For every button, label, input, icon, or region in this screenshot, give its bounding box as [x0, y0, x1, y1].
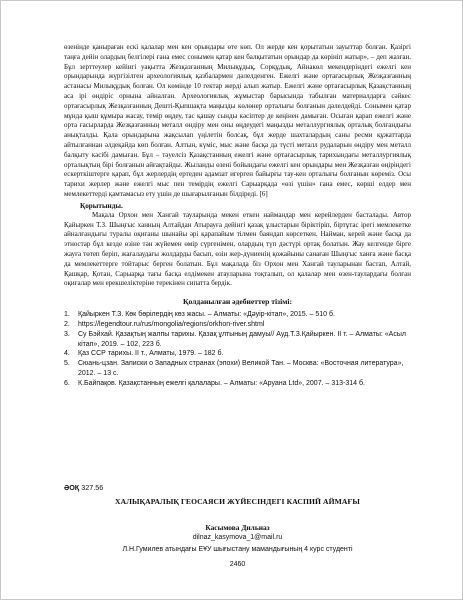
author-affiliation: Л.Н.Гумилев атындағы ЕҰУ шығыстану мамандығының 4 курс студенті	[122, 546, 353, 553]
reference-item	[64, 359, 411, 379]
reference-number: 1.	[64, 311, 70, 319]
reference-item	[64, 349, 411, 359]
reference-text: Сюань-цзан. Записки о Западных странах (эпохи) Великой Тан. – Москва: «Восточная литература», 2012. – 13 с.	[78, 360, 404, 377]
page-number: 2460	[229, 561, 246, 568]
reference-item	[64, 320, 411, 330]
conclusion-paragraph: Мақала Орхон мен Хангай тауларында мекен еткен наймандар мен керейлерден басталады. Автор Қайыркен Т.З. Шыңғыс ханның Алтайдан Атырауға дейінгі қазақ ұлыстарын біріктіріп, біртұтас ірегі мемлекетке айналғандығы туралы оқиғаны шынайы әрі қарапайым тілмен баяндап көрсеткен. Найман, керей және басқа да этностар бұл кезде өзіне тән жүйемен өмір сүргенімен, олардың түп дәстүрі ортақ болатын. Жау келгенде бірге жауға төтеп беріп, жағалаудағы жолдарды басып, өзін жер-дүниенің қожайыны санаған Шыңғыс ханға және басқа да мемлекеттерге тойтарыс берген болатын. Бұл мақалада біз Орхон мен Хангай тауларынан бастап, Алтай, Қашқар, Қотан, Сарыарқа тағы басқа елдімекен атауларына тоқталып, ол қалалар мен өзен-таулардағы болған оқиғалар мен ерекшеліктеріне терекінен сипатта бердік.	[64, 210, 411, 288]
reference-number: 6.	[64, 379, 70, 387]
reference-text: К.Байпақов. Қазақстанның ежелгі қалалары. – Алматы: «Аруана Ltd», 2007. – 313-314 б.	[78, 379, 365, 387]
udk-code: 327.56	[81, 483, 104, 492]
reference-text: Су Бэйхай. Қазақтың жалпы тарихы. Қазақ ұлтының дамуы// Ауд.Т.З.Қайыркен. ІІ т. – Алматы: «Асыл кітап», 2019. – 102, 223 б.	[78, 330, 406, 348]
body-paragraph-1: өзенінде қаныраған ескі қалалар мен кен орындары өте көп. Ол жерде кен қорытатын зауыттар болған. Қазіргі таңға дейін олардың белгілері ғана емес сонымен қатар кен балқытатын орындар да көрініп жатыр», – деп жазған. Бұл зерттеулер кейінгі уақытта Жезқазғанның Милықұдық, Сорқұдық, Айнакөл мекендеріндегі ежелгі кен орындарында жүргізілген археологиялық қазбалармен дәлелденген. Ежелгі және ортағасырлық Жезқазғанның астанасы Милықұдық болған. Ол көмінде 10 гектар жерді алып жатыр. Ежелгі және ортағасырлық Қазақстанның аса ірі өндіріс орнына айналған. Археологиялық жұмыстар барысында табылған материалдарға сәйкес ортағасырлық Жезқазғанның Дешті-Қыпшақта маңызды көлөнер орталығы болғанын дәлелдейді. Сонымен қатар мұнда қыш құмыра жасау, темір өңдеу, тас қашау сынды кәсіптер де кеңінен дамыған. Осыған қарап ежелгі және орта ғасырларда Жезқазғанның металл өндіру мен оны өңдеудегі маңызды металлургиялық орталық болғандығы анықталды. Қала орындарына жақсылап үңілетін болсақ, бұл жерде шахталардың саны ресми құжаттарда айтылғаннан әлдеқайда көп болған. Алтын, күміс, мыс және басқа да түсті металл рудаларын өндіру мен металл балқыту кәсібі дамыған. Бұл – тәуелсіз Қазақстанның ежелгі және ортағасырлық тарихындағы металлургиялық орталықтың бірі болғанын айғақтайды. Жыланды өзені бойындағы ежелгі кен орындары мен Жезқазған өңіріндегі ескерткіштерге қарап, бұл жерлердің ертеден адамзат игерген байырғы тау-кен орталығы болғанын көреміз. Осы тарихи жерлер және ежелгі мыс пен темірдің ежелгі Сарыарқада «өзі үшін» ғана емес, көрші елдер мен мемлекеттерді қамтамасыз ету үшін де шығарылғанын білдіреді. [6]	[64, 43, 411, 198]
references-title: Қолданылған әдебиеттер тізімі:	[182, 297, 293, 307]
reference-item	[64, 310, 411, 320]
udk-line	[64, 483, 103, 492]
author-email[interactable]: dilnaz_kasymova_1@mail.ru	[192, 534, 283, 541]
references-list	[64, 310, 411, 388]
reference-number: 3.	[64, 330, 70, 338]
reference-link[interactable]: https://legendtour.ru/rus/mongolia/regions/orkhon-river.shtml	[78, 320, 265, 328]
reference-item	[64, 330, 411, 350]
reference-text: Қаз ССР тарихы. ІІ т., Алматы, 1979. – 182 б.	[78, 350, 224, 358]
reference-number: 2.	[64, 320, 70, 328]
reference-item	[64, 379, 411, 389]
author-name: Касымова Дильназ	[205, 523, 270, 532]
reference-number: 4.	[64, 350, 70, 358]
conclusion-heading: Қорытынды.	[80, 201, 123, 210]
reference-text: Қайыркен Т.З. Көк бөрілердің көз жасы. – Алматы: «Дәуір-кітап», 2015. – 510 б.	[78, 311, 335, 319]
article-title: ХАЛЫҚАРАЛЫҚ ГЕОСАЯСИ ЖҮЙЕСІНДЕГІ КАСПИЙ АЙМАҒЫ	[115, 497, 360, 506]
reference-number: 5.	[64, 360, 70, 368]
udk-label: ӘОҚ	[64, 483, 80, 492]
article-body	[64, 43, 411, 389]
